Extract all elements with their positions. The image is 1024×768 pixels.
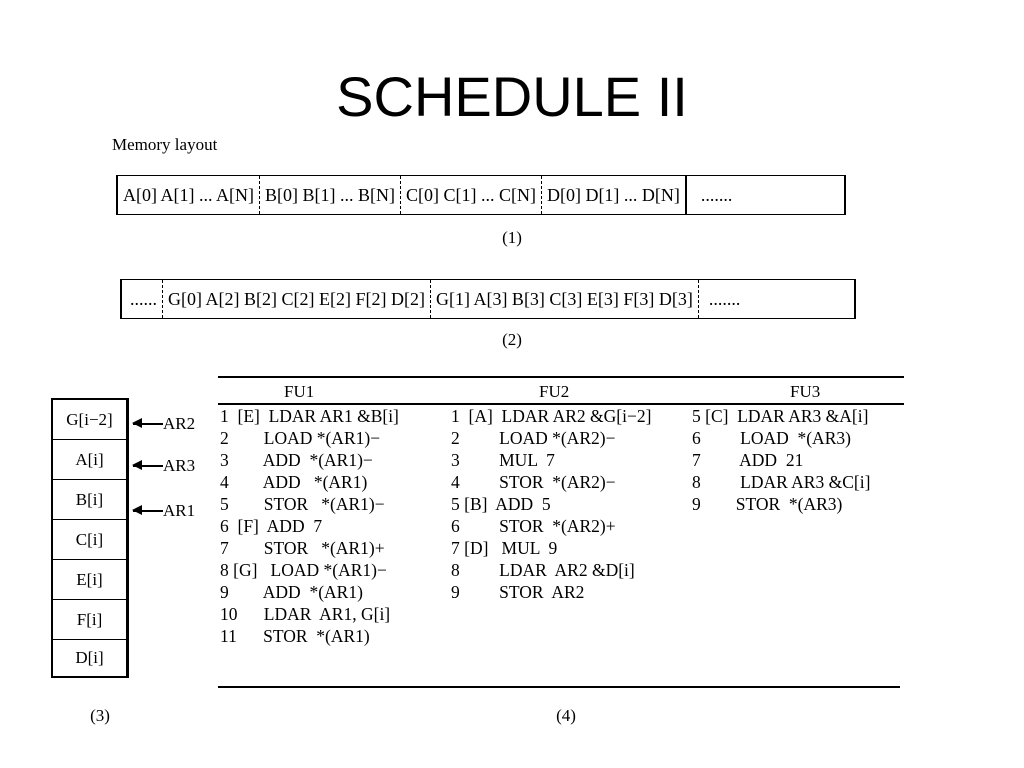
stack-cell: B[i]	[53, 480, 126, 520]
instruction-row: 8 [G] LOAD *(AR1)−	[220, 560, 387, 580]
instruction-row: 4 STOR *(AR2)−	[451, 472, 616, 492]
instruction-row: 2 LOAD *(AR1)−	[220, 428, 381, 448]
pointer-ar3	[133, 456, 195, 476]
instruction-row: 11 STOR *(AR1)	[220, 626, 370, 646]
bar2-segment: G[0] A[2] B[2] C[2] E[2] F[2] D[2]	[163, 280, 431, 318]
memory-layout-bar-2	[120, 279, 856, 319]
instruction-row: 6 [F] ADD 7	[220, 516, 323, 536]
instruction-row: 4 ADD *(AR1)	[220, 472, 368, 492]
bar2-segment: .......	[708, 288, 741, 309]
bar1-segment: B[0] B[1] ... B[N]	[260, 176, 401, 214]
fu1-column	[220, 405, 399, 647]
instruction-row: 2 LOAD *(AR2)−	[451, 428, 616, 448]
instruction-row: 1 [A] LDAR AR2 &G[i−2]	[451, 406, 652, 426]
instruction-row: 9 STOR *(AR3)	[692, 494, 843, 514]
caption-2: (2)	[502, 330, 522, 349]
pointer-label: AR2	[163, 414, 196, 433]
header-fu3: FU3	[790, 382, 821, 401]
stack-cell: E[i]	[53, 560, 126, 600]
stack-cell: D[i]	[75, 648, 104, 667]
instruction-row: 10 LDAR AR1, G[i]	[220, 604, 391, 624]
instruction-row: 6 LOAD *(AR3)	[692, 428, 851, 448]
pointer-ar1	[133, 501, 195, 521]
arrow-left-icon	[133, 465, 163, 467]
arrow-left-icon	[133, 423, 163, 425]
instruction-row: 9 ADD *(AR1)	[220, 582, 363, 602]
table-bottom-rule	[218, 686, 900, 688]
memory-layout-bar-1	[116, 175, 846, 215]
instruction-row: 5 [C] LDAR AR3 &A[i]	[692, 406, 869, 426]
instruction-row: 7 STOR *(AR1)+	[220, 538, 385, 558]
bar1-segment: A[0] A[1] ... A[N]	[118, 176, 260, 214]
fu3-column	[692, 405, 870, 515]
pointer-label: AR3	[163, 456, 196, 475]
instruction-row: 5 STOR *(AR1)−	[220, 494, 385, 514]
fu2-column	[451, 405, 651, 603]
caption-1: (1)	[502, 228, 522, 247]
pointer-ar2	[133, 414, 195, 434]
instruction-row: 8 LDAR AR2 &D[i]	[451, 560, 635, 580]
memory-layout-label: Memory layout	[112, 135, 218, 154]
arrow-left-icon	[133, 510, 163, 512]
instruction-row: 7 ADD 21	[692, 450, 804, 470]
instruction-row: 7 [D] MUL 9	[451, 538, 558, 558]
bar2-segment: ......	[122, 280, 163, 318]
header-fu1: FU1	[284, 382, 315, 401]
stack-cell: A[i]	[53, 440, 126, 480]
pointer-label: AR1	[163, 501, 196, 520]
stack-cell: F[i]	[53, 600, 126, 640]
table-top-rule	[218, 376, 904, 378]
instruction-row: 1 [E] LDAR AR1 &B[i]	[220, 406, 399, 426]
register-stack	[51, 398, 129, 678]
instruction-row: 6 STOR *(AR2)+	[451, 516, 616, 536]
bar1-segment: .......	[700, 184, 733, 205]
header-fu2: FU2	[539, 382, 570, 401]
bar1-segment: C[0] C[1] ... C[N]	[401, 176, 542, 214]
stack-cell: C[i]	[53, 520, 126, 560]
instruction-row: 8 LDAR AR3 &C[i]	[692, 472, 871, 492]
caption-3: (3)	[90, 706, 110, 725]
bar1-segment: D[0] D[1] ... D[N]	[542, 176, 687, 214]
slide-title: SCHEDULE II	[336, 65, 688, 128]
instruction-row: 3 MUL 7	[451, 450, 555, 470]
bar2-segment: G[1] A[3] B[3] C[3] E[3] F[3] D[3]	[431, 280, 699, 318]
instruction-row: 3 ADD *(AR1)−	[220, 450, 373, 470]
caption-4: (4)	[556, 706, 576, 725]
instruction-row: 5 [B] ADD 5	[451, 494, 551, 514]
instruction-row: 9 STOR AR2	[451, 582, 585, 602]
stack-cell: G[i−2]	[53, 400, 126, 440]
